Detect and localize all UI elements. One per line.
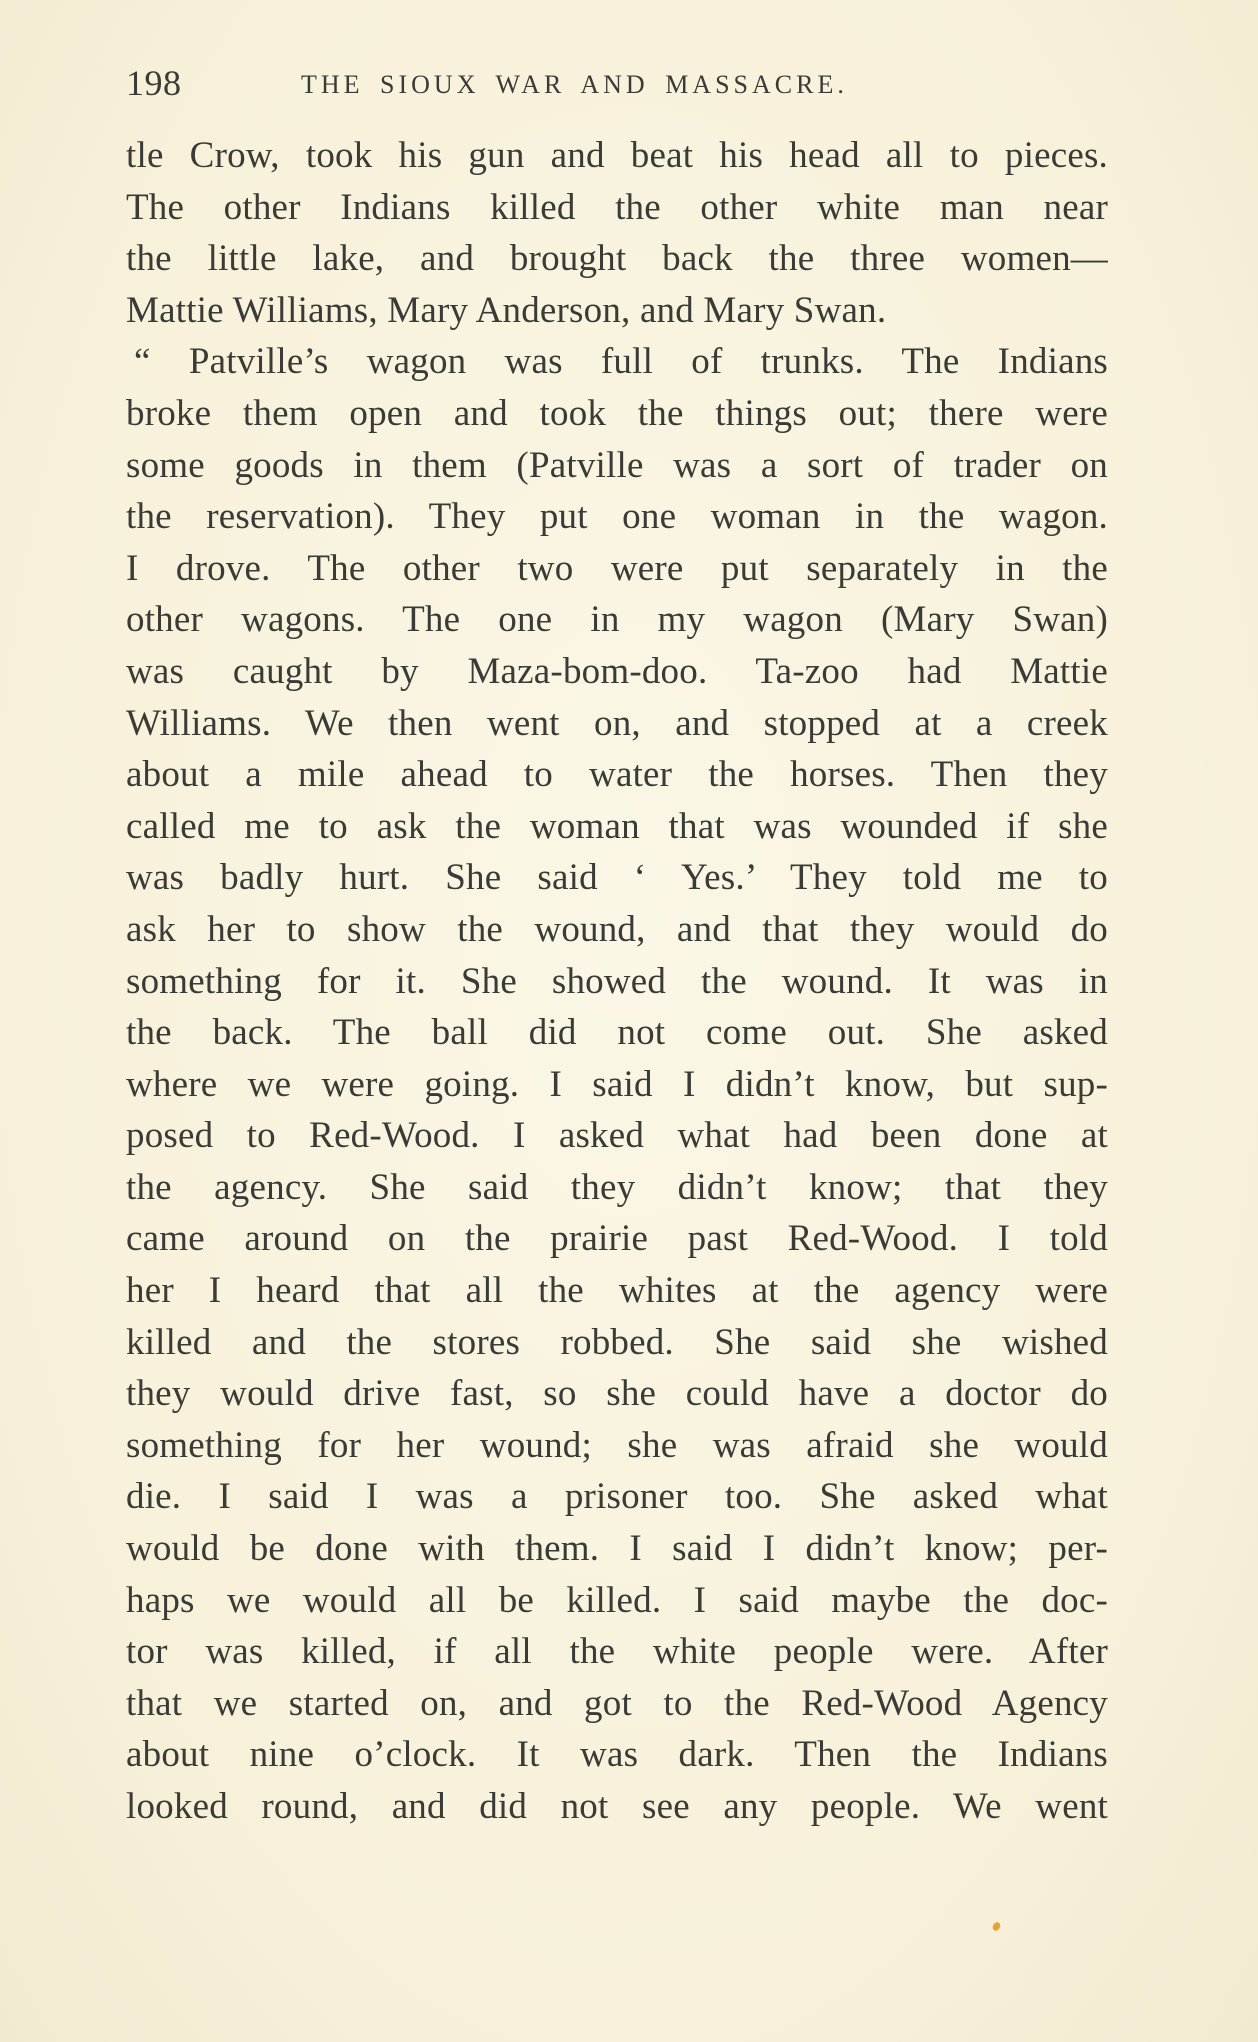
text-line: the reservation). They put one woman in the wagon. <box>126 496 1108 538</box>
text-line: called me to ask the woman that was wounded if she <box>126 805 1108 847</box>
text-line: something for her wound; she was afraid she would <box>126 1424 1108 1466</box>
text-line: her I heard that all the whites at the agency were <box>126 1270 1108 1312</box>
text-line: killed and the stores robbed. She said she wished <box>126 1321 1108 1363</box>
text-line: came around on the prairie past Red-Wood. I told <box>126 1218 1108 1260</box>
text-line: haps we would all be killed. I said maybe the doc- <box>126 1579 1108 1621</box>
text-line: “ Patville’s wagon was full of trunks. The Indians <box>134 341 1108 383</box>
text-line: The other Indians killed the other white man near <box>126 186 1108 228</box>
text-line: something for it. She showed the wound. It was in <box>126 960 1108 1002</box>
text-line: where we were going. I said I didn’t know, but sup- <box>126 1063 1108 1105</box>
text-line: was badly hurt. She said ‘ Yes.’ They told me to <box>126 857 1108 899</box>
text-line: about nine o’clock. It was dark. Then the Indians <box>126 1734 1108 1776</box>
text-line: would be done with them. I said I didn’t know; per- <box>126 1528 1108 1570</box>
text-line: I drove. The other two were put separately in the <box>126 547 1108 589</box>
text-line: the agency. She said they didn’t know; that they <box>126 1166 1108 1208</box>
text-line: other wagons. The one in my wagon (Mary Swan) <box>126 599 1108 641</box>
running-head: THE SIOUX WAR AND MASSACRE. <box>301 70 848 99</box>
text-line: posed to Red-Wood. I asked what had been done at <box>126 1115 1108 1157</box>
page-number: 198 <box>126 63 182 103</box>
text-line: was caught by Maza-bom-doo. Ta-zoo had Mattie <box>126 650 1108 692</box>
text-line: the little lake, and brought back the three women— <box>126 238 1108 280</box>
text-line: broke them open and took the things out; there were <box>126 392 1108 434</box>
text-line: that we started on, and got to the Red-Wood Agency <box>126 1682 1108 1724</box>
text-line: about a mile ahead to water the horses. Then they <box>126 754 1108 796</box>
text-line: they would drive fast, so she could have a doctor do <box>126 1373 1108 1415</box>
page-header <box>126 62 1106 112</box>
text-line: looked round, and did not see any people. We went <box>126 1786 1108 1827</box>
text-line: some goods in them (Patville was a sort of trader on <box>126 444 1108 486</box>
text-line: the back. The ball did not come out. She asked <box>126 1012 1108 1054</box>
text-line: ask her to show the wound, and that they would do <box>126 908 1108 950</box>
text-line: die. I said I was a prisoner too. She asked what <box>126 1476 1108 1518</box>
paper-speck <box>991 1921 1002 1932</box>
text-line: Mattie Williams, Mary Anderson, and Mary Swan. <box>126 289 887 331</box>
text-line: Williams. We then went on, and stopped at a creek <box>126 702 1108 744</box>
text-line: tor was killed, if all the white people were. After <box>126 1631 1108 1673</box>
text-line: tle Crow, took his gun and beat his head all to pieces. <box>126 135 1108 176</box>
body-text <box>126 130 1108 1833</box>
